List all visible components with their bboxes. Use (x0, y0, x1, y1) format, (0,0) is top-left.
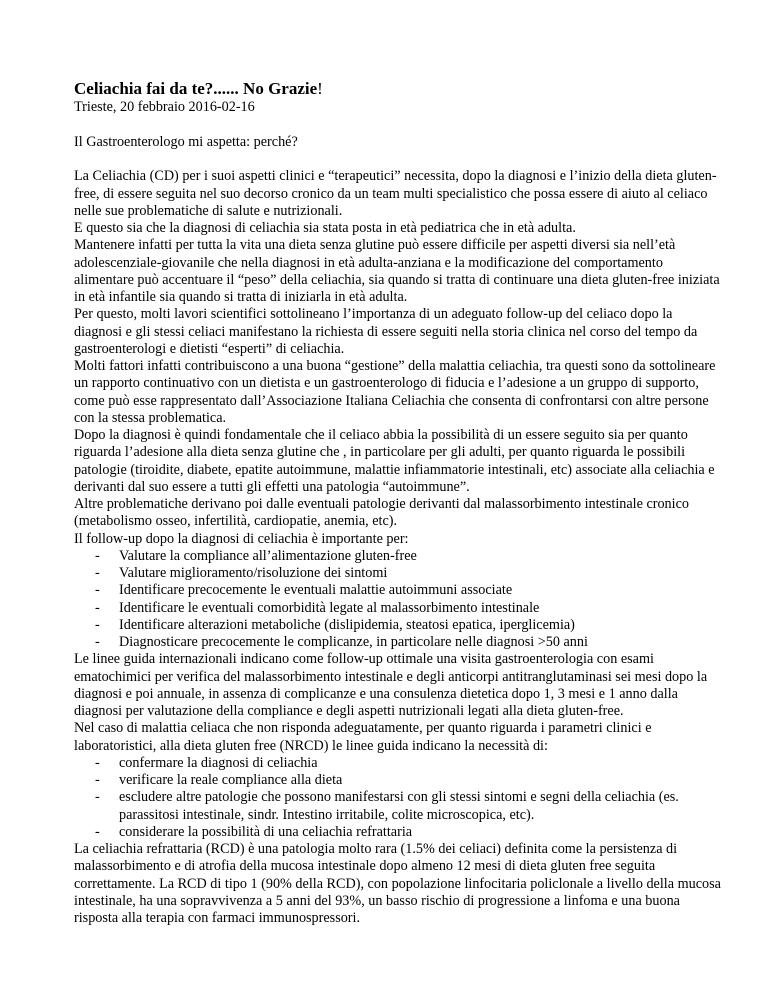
spacer (74, 151, 724, 168)
list-item: - Identificare precocemente le eventuali malattie autoimmuni associate (74, 582, 724, 599)
list-item: - escludere altre patologie che possono manifestarsi con gli stessi sintomi e segni della celiachia (es. parassitosi intestinale, sindr. Intestino irritabile, colite microscopica, etc). (74, 789, 724, 824)
nrcd-guideline-list (74, 755, 724, 841)
paragraph: Il follow-up dopo la diagnosi di celiachia è importante per: (74, 530, 409, 547)
document-body (74, 134, 724, 927)
follow-up-purpose-list (74, 548, 724, 652)
paragraph: Nel caso di malattia celiaca che non risponda adeguatamente, per quanto riguarda i parametri clinici e laboratoristici, alla dieta gluten free (NRCD) le linee guida indicano la necessità di: (74, 720, 652, 754)
paragraph: Le linee guida internazionali indicano come follow-up ottimale una visita gastroenterologia con esami ematochimici per verifica del malassorbimento intestinale e degli anticorpi antitranglutaminasi sei mesi dopo la diagnosi e poi annuale, in assenza di complicanze e una consulenza dietetica dopo 1, 3 mesi e 1 anno dalla diagnosi per valutazione della compliance e degli aspetti nutrizionali legati alla dieta gluten-free. (74, 651, 708, 719)
paragraph: La Celiachia (CD) per i suoi aspetti clinici e “terapeutici” necessita, dopo la diagnosi e l’inizio della dieta gluten-free, di essere seguita nel suo decorso cronico da un team multi specialistico che possa essere di aiuto al celiaco nelle sue problematiche di salute e nutrizionali. (74, 168, 717, 219)
list-item: - Identificare le eventuali comorbidità legate al malassorbimento intestinale (74, 600, 724, 617)
list-item: - considerare la possibilità di una celiachia refrattaria (74, 824, 724, 841)
paragraph: Dopo la diagnosi è quindi fondamentale che il celiaco abbia la possibilità di un essere seguito sia per quanto riguarda l’adesione alla dieta senza glutine che , in particolare per gli adulti, per quanto riguarda le possibili patologie (tiroidite, diabete, epatite autoimmune, malattie infiammatorie intestinali, etc) associate alla celiachia e derivanti dal suo essere a tutti gli effetti una patologia “autoimmune”. (74, 427, 715, 495)
paragraph: La celiachia refrattaria (RCD) è una patologia molto rara (1.5% dei celiaci) definita come la persistenza di malassorbimento e di atrofia della mucosa intestinale dopo almeno 12 mesi di dieta gluten free seguita correttamente. La RCD di tipo 1 (90% della RCD), con popolazione linfocitaria policlonale a livello della mucosa intestinale, ha una sopravvivenza a 5 anni del 93%, un basso rischio di progressione a linfoma e una buona risposta alla terapia con farmaci immunospressori. (74, 841, 721, 926)
title-text: Celiachia fai da te?...... No Grazie (74, 79, 318, 98)
paragraph: Altre problematiche derivano poi dalle eventuali patologie derivanti dal malassorbimento intestinale cronico (metabolismo osseo, infertilità, cardiopatie, anemia, etc). (74, 496, 689, 530)
paragraph: E questo sia che la diagnosi di celiachia sia stata posta in età pediatrica che in età adulta. (74, 220, 576, 236)
document-subtitle: Trieste, 20 febbraio 2016-02-16 (74, 99, 255, 115)
list-item: - Diagnosticare precocemente le complicanze, in particolare nelle diagnosi >50 anni (74, 634, 724, 651)
list-item: - verificare la reale compliance alla dieta (74, 772, 724, 789)
list-item: - Valutare la compliance all’alimentazione gluten-free (74, 548, 724, 565)
paragraph: Mantenere infatti per tutta la vita una dieta senza glutine può essere difficile per aspetti diversi sia nell’età adolescenziale-giovanile che nella diagnosi in età adulta-anziana e la modificazione del comportamento alimentare può accentuare il “peso” della celiachia, sia quando si tratta di continuare una dieta gluten-free iniziata in età infantile sia quando si tratta di iniziarla in età adulta. (74, 237, 720, 305)
document-page (74, 79, 724, 927)
list-item: - Identificare alterazioni metaboliche (dislipidemia, steatosi epatica, iperglicemia) (74, 617, 724, 634)
document-title (74, 79, 724, 99)
list-item: - Valutare miglioramento/risoluzione dei sintomi (74, 565, 724, 582)
paragraph: Molti fattori infatti contribuiscono a una buona “gestione” della malattia celiachia, tra questi sono da sottolineare un rapporto continuativo con un dietista e un gastroenterologo di fiducia e l’adesione a un gruppo di supporto, come può esse rappresentato dall’Associazione Italiana Celiachia che consenta di confrontarsi con altre persone con la stessa problematica. (74, 358, 716, 426)
paragraph: Per questo, molti lavori scientifici sottolineano l’importanza di un adeguato follow-up del celiaco dopo la diagnosi e gli stessi celiaci manifestano la richiesta di essere seguiti nella storia clinica nel corso del tempo da gastroenterologi e dietisti “esperti” di celiachia. (74, 306, 698, 357)
question-heading: Il Gastroenterologo mi aspetta: perché? (74, 134, 298, 150)
title-exclamation: ! (317, 79, 323, 98)
list-item: - confermare la diagnosi di celiachia (74, 755, 724, 772)
